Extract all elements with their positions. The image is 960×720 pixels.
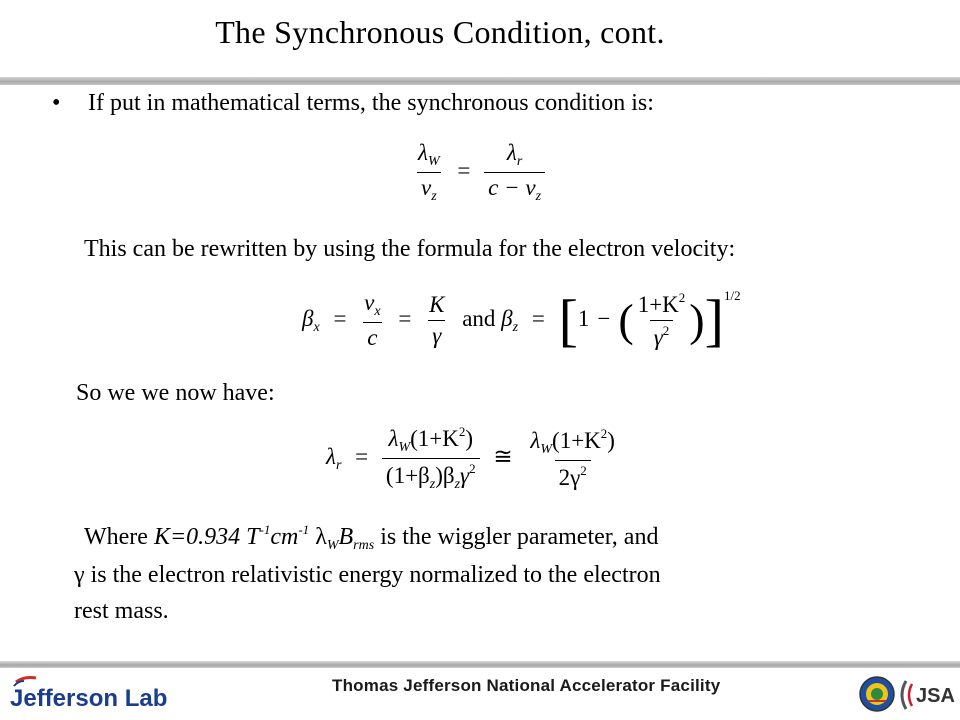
logo-text: Jefferson Lab (10, 685, 168, 712)
equation-resonant-wavelength: $\lambda_r$ = $\frac{\lambda_W(1+K^2)}{(1+\beta_z)\beta_z\gamma^2}$ ≅ $\frac{\lambda_W(1+K^2)}{2\gamma^2}$ (326, 424, 615, 492)
bullet-text: If put in mathematical terms, the synchronous condition is: (88, 90, 654, 116)
title-divider (0, 77, 960, 85)
paragraph-rest-mass: rest mass. (74, 598, 169, 624)
doe-seal-icon (858, 675, 896, 713)
paragraph-gamma-definition: γ is the electron relativistic energy normalized to the electron (74, 562, 661, 588)
equation-electron-velocity: $\beta_x$ = $\frac{v_x}{c}$ = $\frac{K}{\gamma}$ and $\beta_z = [1$ − ( $\frac{1+K^2}{\gamma^2}$ )]$^{1/2}$ (302, 287, 741, 353)
jsa-logo (898, 675, 956, 715)
jefferson-lab-logo (10, 674, 180, 714)
paragraph-where: Where K=0.934 $T^{-1}cm^{-1}$ $\lambda_WB_{rms}$ is the wiggler parameter, and (84, 522, 659, 553)
equation-synchronous: $\frac{\lambda_W}{v_z}$ = $\frac{\lambda_r}{c - v_z}$ (414, 140, 545, 205)
paragraph-rewrite: This can be rewritten by using the formula for the electron velocity: (84, 236, 736, 262)
bullet-item (52, 90, 654, 117)
fraction-lambda-r-over-c-minus-vz: $\frac{\lambda_r}{c - v_z}$ (484, 140, 545, 205)
paragraph-now-have: So we we now have: (76, 380, 275, 406)
slide-title: The Synchronous Condition, cont. (215, 14, 665, 50)
footer-divider (0, 661, 960, 668)
bullet-symbol: • (52, 90, 61, 116)
fraction-lambda-w-over-vz: $\frac{\lambda_W}{v_z}$ (418, 140, 440, 204)
jsa-text: JSA (916, 685, 955, 707)
footer-organization: Thomas Jefferson National Accelerator Facility (332, 676, 721, 695)
